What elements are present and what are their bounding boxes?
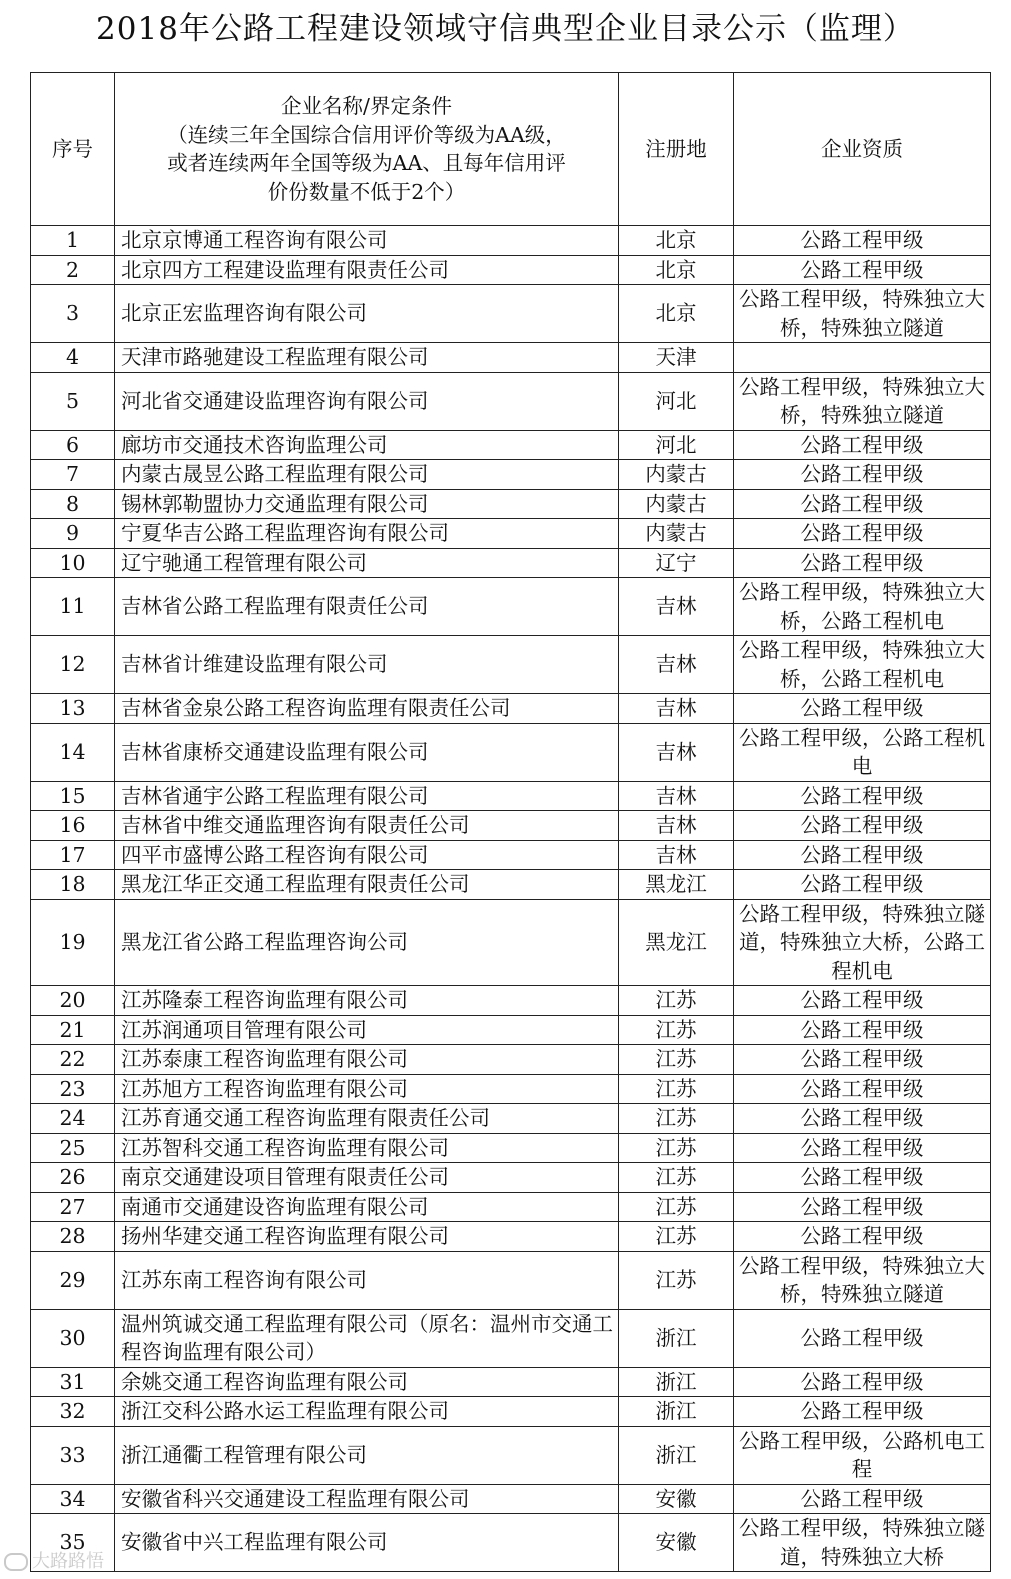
row-company-name: 廊坊市交通技术咨询监理公司 xyxy=(115,430,619,460)
row-company-name: 安徽省中兴工程监理有限公司 xyxy=(115,1514,619,1572)
row-region: 江苏 xyxy=(619,1074,734,1104)
row-region: 吉林 xyxy=(619,694,734,724)
row-region: 吉林 xyxy=(619,636,734,694)
row-region: 黑龙江 xyxy=(619,870,734,900)
row-qualification: 公路工程甲级 xyxy=(734,694,991,724)
row-region: 吉林 xyxy=(619,840,734,870)
row-company-name: 黑龙江省公路工程监理咨询公司 xyxy=(115,899,619,986)
table-row xyxy=(31,811,991,841)
row-region: 内蒙古 xyxy=(619,460,734,490)
row-qualification: 公路工程甲级 xyxy=(734,255,991,285)
row-qualification: 公路工程甲级 xyxy=(734,1367,991,1397)
row-no: 10 xyxy=(31,548,115,578)
table-row xyxy=(31,781,991,811)
header-name-line: 企业名称/界定条件 xyxy=(281,94,452,118)
header-region: 注册地 xyxy=(619,73,734,226)
row-qualification: 公路工程甲级 xyxy=(734,460,991,490)
row-no: 17 xyxy=(31,840,115,870)
row-region: 浙江 xyxy=(619,1367,734,1397)
table-row xyxy=(31,723,991,781)
row-no: 28 xyxy=(31,1222,115,1252)
row-region: 吉林 xyxy=(619,781,734,811)
header-name-line: （连续三年全国综合信用评价等级为AA级， xyxy=(167,122,566,147)
row-region: 浙江 xyxy=(619,1426,734,1484)
row-no: 15 xyxy=(31,781,115,811)
table-row xyxy=(31,694,991,724)
table-row xyxy=(31,255,991,285)
table-row xyxy=(31,1251,991,1309)
row-no: 24 xyxy=(31,1104,115,1134)
row-company-name: 吉林省康桥交通建设监理有限公司 xyxy=(115,723,619,781)
row-region: 江苏 xyxy=(619,986,734,1016)
row-region: 吉林 xyxy=(619,723,734,781)
table-row xyxy=(31,519,991,549)
row-company-name: 辽宁驰通工程管理有限公司 xyxy=(115,548,619,578)
header-name xyxy=(115,73,619,226)
row-no: 8 xyxy=(31,489,115,519)
table-row xyxy=(31,430,991,460)
table-row xyxy=(31,1104,991,1134)
row-no: 3 xyxy=(31,285,115,343)
row-region: 内蒙古 xyxy=(619,519,734,549)
row-qualification: 公路工程甲级，公路机电工程 xyxy=(734,1426,991,1484)
row-region: 辽宁 xyxy=(619,548,734,578)
row-company-name: 四平市盛博公路工程咨询有限公司 xyxy=(115,840,619,870)
row-company-name: 锡林郭勒盟协力交通监理有限公司 xyxy=(115,489,619,519)
row-region: 吉林 xyxy=(619,578,734,636)
table-row xyxy=(31,870,991,900)
row-qualification: 公路工程甲级 xyxy=(734,430,991,460)
table-row xyxy=(31,1514,991,1572)
table-row xyxy=(31,1222,991,1252)
row-company-name: 黑龙江华正交通工程监理有限责任公司 xyxy=(115,870,619,900)
row-no: 27 xyxy=(31,1192,115,1222)
row-qualification: 公路工程甲级，特殊独立大桥，特殊独立隧道 xyxy=(734,285,991,343)
row-no: 1 xyxy=(31,226,115,256)
row-region: 河北 xyxy=(619,372,734,430)
row-qualification: 公路工程甲级 xyxy=(734,811,991,841)
row-qualification: 公路工程甲级 xyxy=(734,1163,991,1193)
table-row xyxy=(31,1163,991,1193)
row-no: 26 xyxy=(31,1163,115,1193)
row-company-name: 吉林省计维建设监理有限公司 xyxy=(115,636,619,694)
row-region: 内蒙古 xyxy=(619,489,734,519)
row-company-name: 吉林省通宇公路工程监理有限公司 xyxy=(115,781,619,811)
table-row xyxy=(31,285,991,343)
table-row xyxy=(31,578,991,636)
row-qualification: 公路工程甲级，特殊独立大桥，特殊独立隧道 xyxy=(734,1251,991,1309)
row-qualification: 公路工程甲级 xyxy=(734,1397,991,1427)
table-row xyxy=(31,460,991,490)
row-qualification: 公路工程甲级，公路工程机电 xyxy=(734,723,991,781)
row-region: 江苏 xyxy=(619,1045,734,1075)
watermark-logo-icon xyxy=(4,1553,28,1571)
row-qualification: 公路工程甲级 xyxy=(734,226,991,256)
row-no: 5 xyxy=(31,372,115,430)
row-company-name: 安徽省科兴交通建设工程监理有限公司 xyxy=(115,1484,619,1514)
row-no: 30 xyxy=(31,1309,115,1367)
row-region: 黑龙江 xyxy=(619,899,734,986)
row-company-name: 江苏润通项目管理有限公司 xyxy=(115,1015,619,1045)
row-company-name: 余姚交通工程咨询监理有限公司 xyxy=(115,1367,619,1397)
row-region: 浙江 xyxy=(619,1309,734,1367)
row-no: 14 xyxy=(31,723,115,781)
row-qualification: 公路工程甲级 xyxy=(734,1222,991,1252)
row-company-name: 吉林省公路工程监理有限责任公司 xyxy=(115,578,619,636)
row-qualification: 公路工程甲级 xyxy=(734,986,991,1016)
row-no: 9 xyxy=(31,519,115,549)
row-company-name: 天津市路驰建设工程监理有限公司 xyxy=(115,343,619,373)
row-no: 18 xyxy=(31,870,115,900)
row-qualification: 公路工程甲级，特殊独立大桥，公路工程机电 xyxy=(734,636,991,694)
row-region: 天津 xyxy=(619,343,734,373)
row-region: 北京 xyxy=(619,226,734,256)
watermark-text: 大路路悟 xyxy=(32,1551,104,1572)
table-row xyxy=(31,1133,991,1163)
table-row xyxy=(31,489,991,519)
table-header-row xyxy=(31,73,991,226)
row-region: 北京 xyxy=(619,255,734,285)
row-no: 35 xyxy=(31,1514,115,1572)
row-no: 34 xyxy=(31,1484,115,1514)
table-row xyxy=(31,899,991,986)
table-row xyxy=(31,1309,991,1367)
row-company-name: 江苏隆泰工程咨询监理有限公司 xyxy=(115,986,619,1016)
row-no: 20 xyxy=(31,986,115,1016)
row-company-name: 浙江通衢工程管理有限公司 xyxy=(115,1426,619,1484)
enterprise-table xyxy=(30,72,991,1572)
row-company-name: 北京四方工程建设监理有限责任公司 xyxy=(115,255,619,285)
row-qualification: 公路工程甲级 xyxy=(734,489,991,519)
row-region: 江苏 xyxy=(619,1163,734,1193)
row-company-name: 吉林省中维交通监理咨询有限责任公司 xyxy=(115,811,619,841)
row-region: 江苏 xyxy=(619,1104,734,1134)
header-no: 序号 xyxy=(31,73,115,226)
row-no: 23 xyxy=(31,1074,115,1104)
row-company-name: 江苏东南工程咨询有限公司 xyxy=(115,1251,619,1309)
table-row xyxy=(31,548,991,578)
row-company-name: 宁夏华吉公路工程监理咨询有限公司 xyxy=(115,519,619,549)
row-company-name: 内蒙古晟昱公路工程监理有限公司 xyxy=(115,460,619,490)
table-row xyxy=(31,1484,991,1514)
table-row xyxy=(31,1397,991,1427)
row-region: 江苏 xyxy=(619,1251,734,1309)
row-company-name: 扬州华建交通工程咨询监理有限公司 xyxy=(115,1222,619,1252)
row-region: 江苏 xyxy=(619,1222,734,1252)
row-qualification: 公路工程甲级 xyxy=(734,1309,991,1367)
row-company-name: 河北省交通建设监理咨询有限公司 xyxy=(115,372,619,430)
row-qualification: 公路工程甲级 xyxy=(734,781,991,811)
row-company-name: 浙江交科公路水运工程监理有限公司 xyxy=(115,1397,619,1427)
row-region: 安徽 xyxy=(619,1514,734,1572)
row-no: 12 xyxy=(31,636,115,694)
row-company-name: 江苏育通交通工程咨询监理有限责任公司 xyxy=(115,1104,619,1134)
table-row xyxy=(31,1015,991,1045)
row-company-name: 南京交通建设项目管理有限责任公司 xyxy=(115,1163,619,1193)
table-row xyxy=(31,372,991,430)
row-no: 11 xyxy=(31,578,115,636)
row-no: 31 xyxy=(31,1367,115,1397)
row-no: 13 xyxy=(31,694,115,724)
table-row xyxy=(31,1367,991,1397)
watermark xyxy=(4,1547,104,1573)
row-region: 江苏 xyxy=(619,1133,734,1163)
row-qualification: 公路工程甲级，特殊独立大桥，公路工程机电 xyxy=(734,578,991,636)
row-company-name: 北京京博通工程咨询有限公司 xyxy=(115,226,619,256)
row-region: 江苏 xyxy=(619,1015,734,1045)
table-row xyxy=(31,1074,991,1104)
row-no: 25 xyxy=(31,1133,115,1163)
row-company-name: 吉林省金泉公路工程咨询监理有限责任公司 xyxy=(115,694,619,724)
header-qual: 企业资质 xyxy=(734,73,991,226)
row-no: 2 xyxy=(31,255,115,285)
row-qualification: 公路工程甲级 xyxy=(734,1192,991,1222)
row-region: 吉林 xyxy=(619,811,734,841)
row-no: 6 xyxy=(31,430,115,460)
table-row xyxy=(31,840,991,870)
table-row xyxy=(31,1192,991,1222)
row-qualification: 公路工程甲级，特殊独立大桥，特殊独立隧道 xyxy=(734,372,991,430)
row-region: 江苏 xyxy=(619,1192,734,1222)
table-row xyxy=(31,343,991,373)
table-row xyxy=(31,986,991,1016)
table-row xyxy=(31,636,991,694)
row-no: 22 xyxy=(31,1045,115,1075)
row-qualification: 公路工程甲级 xyxy=(734,548,991,578)
row-company-name: 北京正宏监理咨询有限公司 xyxy=(115,285,619,343)
row-region: 河北 xyxy=(619,430,734,460)
table-row xyxy=(31,1426,991,1484)
row-qualification: 公路工程甲级，特殊独立隧道，特殊独立大桥 xyxy=(734,1514,991,1572)
row-company-name: 温州筑诚交通工程监理有限公司（原名：温州市交通工程咨询监理有限公司） xyxy=(115,1309,619,1367)
row-qualification: 公路工程甲级 xyxy=(734,1484,991,1514)
row-no: 32 xyxy=(31,1397,115,1427)
row-company-name: 江苏泰康工程咨询监理有限公司 xyxy=(115,1045,619,1075)
row-qualification: 公路工程甲级 xyxy=(734,519,991,549)
row-company-name: 江苏智科交通工程咨询监理有限公司 xyxy=(115,1133,619,1163)
table-row xyxy=(31,226,991,256)
row-no: 19 xyxy=(31,899,115,986)
row-qualification: 公路工程甲级 xyxy=(734,1104,991,1134)
row-no: 4 xyxy=(31,343,115,373)
row-qualification: 公路工程甲级，特殊独立隧道，特殊独立大桥，公路工程机电 xyxy=(734,899,991,986)
header-name-line: 价份数量不低于2个） xyxy=(267,179,466,204)
row-no: 16 xyxy=(31,811,115,841)
row-qualification: 公路工程甲级 xyxy=(734,840,991,870)
row-qualification xyxy=(734,343,991,373)
row-no: 29 xyxy=(31,1251,115,1309)
row-region: 安徽 xyxy=(619,1484,734,1514)
table-row xyxy=(31,1045,991,1075)
row-company-name: 江苏旭方工程咨询监理有限公司 xyxy=(115,1074,619,1104)
row-qualification: 公路工程甲级 xyxy=(734,870,991,900)
row-no: 33 xyxy=(31,1426,115,1484)
row-qualification: 公路工程甲级 xyxy=(734,1015,991,1045)
page-title: 2018年公路工程建设领域守信典型企业目录公示（监理） xyxy=(96,11,915,47)
row-no: 21 xyxy=(31,1015,115,1045)
row-qualification: 公路工程甲级 xyxy=(734,1045,991,1075)
row-no: 7 xyxy=(31,460,115,490)
row-region: 北京 xyxy=(619,285,734,343)
row-company-name: 南通市交通建设咨询监理有限公司 xyxy=(115,1192,619,1222)
row-qualification: 公路工程甲级 xyxy=(734,1133,991,1163)
header-name-line: 或者连续两年全国等级为AA、且每年信用评 xyxy=(167,151,566,175)
row-region: 浙江 xyxy=(619,1397,734,1427)
row-qualification: 公路工程甲级 xyxy=(734,1074,991,1104)
